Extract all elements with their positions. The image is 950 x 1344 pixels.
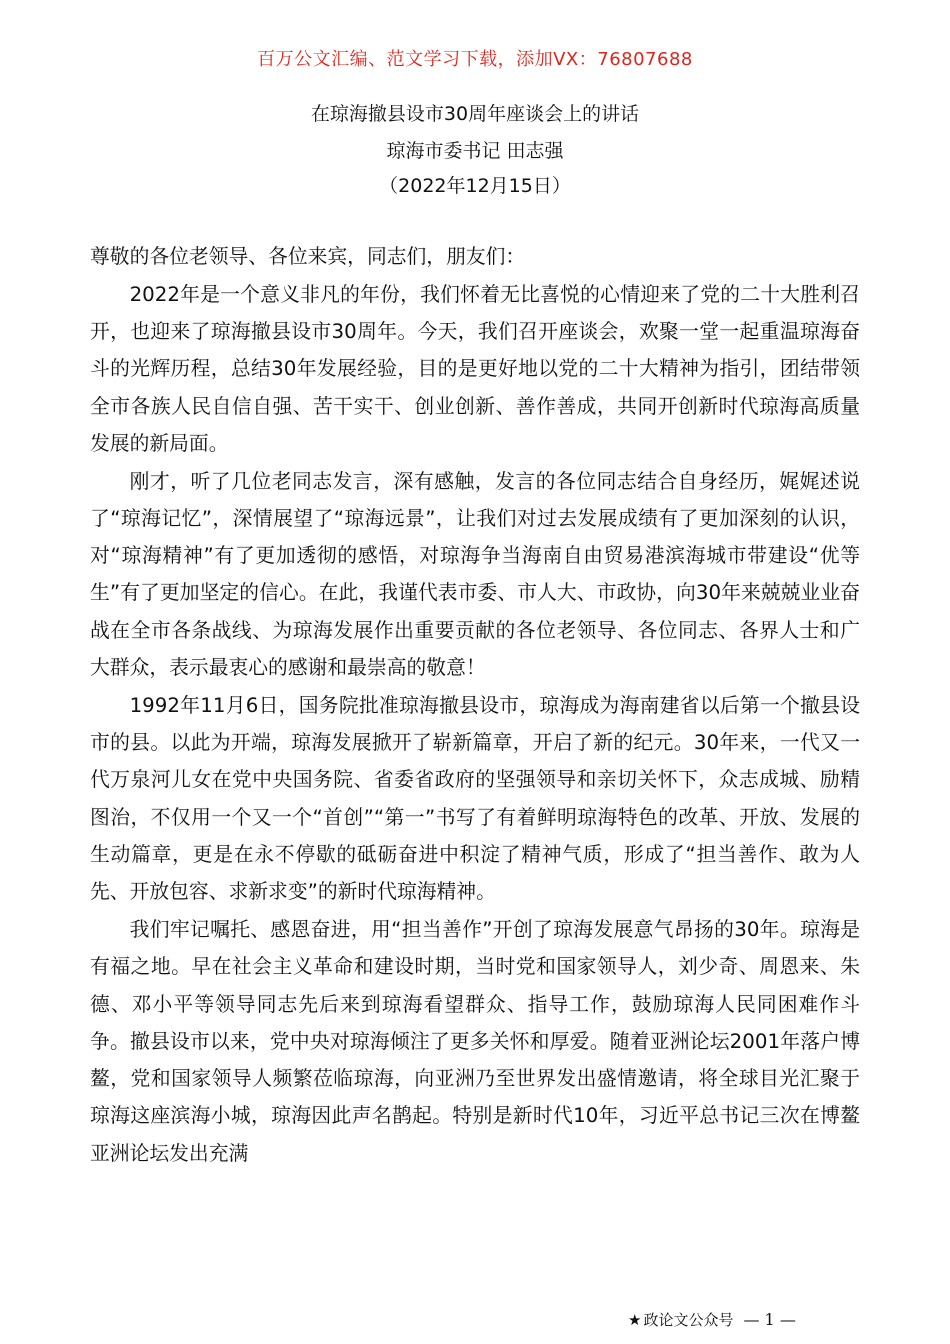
speech-date: （2022年12月15日） [379,175,571,197]
speech-title: 在琼海撤县设市30周年座谈会上的讲话 [310,103,640,125]
paragraph-2: 刚才，听了几位老同志发言，深有感触，发言的各位同志结合自身经历，娓娓述说了“琼海记忆”，深情展望了“琼海远景”，让我们对过去发展成绩有了更加深刻的认识，对“琼海精神”有了更加透彻的感悟，对琼海争当海南自由贸易港滨海城市带建设“优等生”有了更加坚定的信心。在此，我谨代表市委、市人大、市政协，向30年来兢兢业业奋战在全市各条战线、为琼海发展作出重要贡献的各位老领导、各位同志、各界人士和广大群众，表示最衷心的感谢和最崇高的敬意！ [90,469,860,680]
paragraph-1: 2022年是一个意义非凡的年份，我们怀着无比喜悦的心情迎来了党的二十大胜利召开，也迎来了琼海撤县设市30周年。今天，我们召开座谈会，欢聚一堂一起重温琼海奋斗的光辉历程，总结30年发展经验，目的是更好地以党的二十大精神为指引，团结带领全市各族人民自信自强、苦干实干、创业创新、善作善成，共同开创新时代琼海高质量发展的新局面。 [90,282,860,455]
footer-source: 政论文公众号 [643,1311,734,1329]
download-banner: 百万公文汇编、范文学习下载，添加VX：76807688 [257,49,693,70]
paragraph-4: 我们牢记嘱托、感恩奋进，用“担当善作”开创了琼海发展意气昂扬的30年。琼海是有福之地。早在社会主义革命和建设时期，当时党和国家领导人，刘少奇、周恩来、朱德、邓小平等领导同志先后来到琼海看望群众、指导工作，鼓励琼海人民同困难作斗争。撤县设市以来，党中央对琼海倾注了更多关怀和厚爱。随着亚洲论坛2001年落户博鳌，党和国家领导人频繁莅临琼海，向亚洲乃至世界发出盛情邀请，将全球目光汇聚于琼海这座滨海小城，琼海因此声名鹊起。特别是新时代10年，习近平总书记三次在博鳌亚洲论坛发出充满 [90,917,860,1165]
paragraph-3: 1992年11月6日，国务院批准琼海撤县设市，琼海成为海南建省以后第一个撤县设市的县。以此为开端，琼海发展掀开了崭新篇章，开启了新的纪元。30年来，一代又一代万泉河儿女在党中央国务院、省委省政府的坚强领导和亲切关怀下，众志成城、励精图治，不仅用一个又一个“首创”“第一”书写了有着鲜明琼海特色的改革、开放、发展的生动篇章，更是在永不停歇的砥砺奋进中积淀了精神气质，形成了“担当善作、敢为人先、开放包容、求新求变”的新时代琼海精神。 [90,693,860,904]
page-number: — 1 — [743,1310,796,1329]
speech-author: 琼海市委书记 田志强 [386,140,564,162]
salutation: 尊敬的各位老领导、各位来宾，同志们，朋友们： [90,245,526,268]
speech-body [90,238,860,1172]
star-icon: ★ [628,1311,642,1329]
page-footer [628,1310,796,1330]
